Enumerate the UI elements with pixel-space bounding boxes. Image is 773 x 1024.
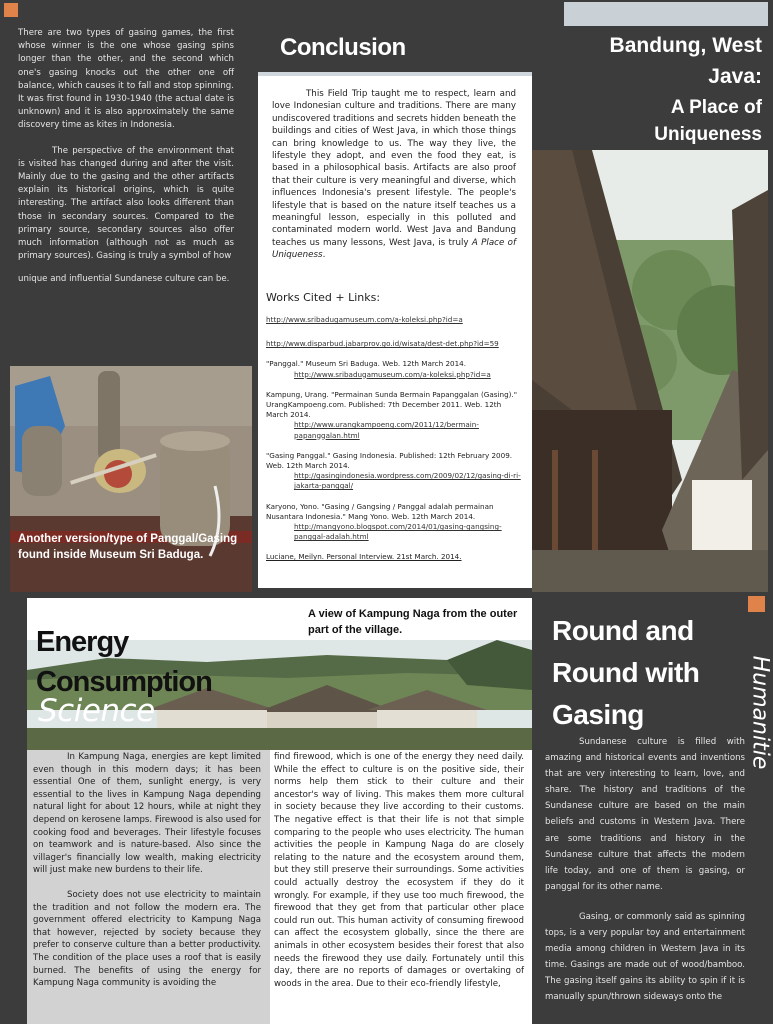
web-link-2[interactable] xyxy=(266,339,524,349)
citation-4 xyxy=(266,502,524,543)
works-cited-title: Works Cited + Links: xyxy=(266,291,381,304)
citation-4-text: Karyono, Yono. "Gasing / Gangsing / Panggal adalah permainan Nusantara Indonesia." Mang Yono. Web. 12th March 2014. xyxy=(266,501,494,521)
citation-1-link[interactable]: http://www.sribadugamuseum.com/a-koleksi.php?id=a xyxy=(294,369,491,379)
landscape-photo-caption: A view of Kampung Naga from the outer part of the village. xyxy=(308,608,518,636)
citation-2-link[interactable]: http://www.urangkampoeng.com/2011/12/bermain-papanggalan.html xyxy=(294,420,479,440)
citation-3-text: "Gasing Panggal." Gasing Indonesia. Published: 12th February 2009. Web. 12th March 2014. xyxy=(266,450,513,471)
citation-1-text: "Panggal." Museum Sri Baduga. Web. 12th March 2014. xyxy=(266,359,467,369)
humanities-title-line-1: Round and xyxy=(552,615,694,646)
humanities-accent-square xyxy=(748,596,765,612)
village-house-illustration xyxy=(532,150,768,592)
bandung-subtitle xyxy=(540,94,762,148)
conclusion-panel-divider xyxy=(258,72,532,76)
citation-4-link[interactable]: http://mangyono.blogspot.com/2014/01/gasing-gangsing-panggal-adalah.html xyxy=(294,522,502,542)
energy-col1-para-2: Society does not use electricity to maintain the tradition and not follow the modern era. The government offered electricity to Kampung Naga that however, rejected by society because they prefer to conserve culture than a better productivity. The condition of the place uses a roof that is easily burned. The benefits of using the energy for Kampung Naga community is avoiding the xyxy=(33,889,261,989)
bandung-subtitle-line-2: Uniqueness xyxy=(654,124,762,145)
energy-col2-para-1: find firewood, which is one of the energy they need daily. While the effect to culture is on the positive side, their norms help them stick to their culture and their ancestor's way of living. This makes them more cultural in society because they live according to their customs. The negative effect is that their life is not that simple comparing to the people who uses electricity. The human activities the people in Kampung Naga do are closely relating to the nature and the ecosystem around them, but they still preserve their surroundings. Some activities could actually destroy the ecosystem if they do it wrongly. For example, if they use too much firewood, the firewood that they get from that particular other place could run out. This human activity of consuming firewood can affect the ecosystem globally, since the there are animals in other ecosystem besides their forest that also needs the firewood they use daily. Fortunately until this day, there are no reports of damages or overtaking of woods in the area. Due to their eco-friendly lifestyle, xyxy=(274,752,524,989)
left-para-2-continued: unique and influential Sundanese culture can be. xyxy=(18,274,230,285)
humanities-title-line-3: Gasing xyxy=(552,699,644,730)
conclusion-body xyxy=(272,88,516,262)
works-cited-list xyxy=(266,315,524,573)
energy-category-label: Science xyxy=(38,693,155,729)
conclusion-title: Conclusion xyxy=(280,34,406,61)
left-para-2: The perspective of the environment that is visited has changed during and after the visit. Mainly due to the gasing and the other artifacts explain its historical origins, which is quite interesting. The artifact also looks different than those in secondary sources. Compared to the primary source, secondary sources also offer much information (although not as much as primary sources). Gasing is truly a symbol of how xyxy=(18,145,234,262)
citation-2-text: Kampung, Urang. "Permainan Sunda Bermain Papanggalan (Gasing)." UrangKampoeng.com. Published: 7th December 2011. Web. 12th March 2014. xyxy=(266,389,518,420)
conclusion-body-text: This Field Trip taught me to respect, learn and love Indonesian culture and traditions. There are many undiscovered traditions and secrets hidden beneath the buildings and cities of West Java, in which those things can bring knowledge to us. The way they live, the lifestyle they adopt, and even the food they eat, is based in a philosophical basis. Artifacts are also proof that their culture is very meaningful and diverse, which influences Indonesia's present lifestyle. The people's lifestyle that is based on the nature itself teaches us a meaningful lesson, especially in this polluted and contaminated modern world. West Java and Bandung teaches us many lessons, West Java, is truly xyxy=(272,89,516,248)
top-right-light-bar xyxy=(564,2,768,26)
energy-column-2 xyxy=(274,751,524,990)
kampung-naga-house-photo xyxy=(532,150,768,592)
bandung-title-line-1: Bandung, West xyxy=(609,34,762,57)
citation-interview xyxy=(266,552,524,562)
energy-title xyxy=(36,622,212,702)
energy-col1-para-1: In Kampung Naga, energies are kept limited even though in this modern days; it has been essential One of them, sunlight energy, is very essential to the lives in Kampung Naga depending natural light for about 12 hours, while at night they depend on kerosene lamps. Firewood is also used for cooking food and beverages. Their lifestyle focuses on teamwork and is nature-based. Also since the villager's financially low wealth, making electricity will just make new burdens to their life. xyxy=(33,752,261,876)
web-link-2-text[interactable]: http://www.disparbud.jabarprov.go.id/wisata/dest-det.php?id=59 xyxy=(266,339,499,349)
citation-1 xyxy=(266,359,524,379)
left-article-text xyxy=(18,27,234,287)
citation-3 xyxy=(266,451,524,492)
citation-3-link[interactable]: http://gasingindonesia.wordpress.com/2009/02/12/gasing-di-ri-jakarta-panggal/ xyxy=(294,471,521,491)
web-link-1-text[interactable]: http://www.sribadugamuseum.com/a-koleksi.php?id=a xyxy=(266,315,463,324)
humanities-title xyxy=(552,610,699,736)
energy-title-line-1: Energy xyxy=(36,626,129,658)
citation-2 xyxy=(266,390,524,441)
corner-accent-square xyxy=(4,3,18,17)
humanities-para-1: Sundanese culture is filled with amazing and historical events and inventions that are very interesting to learn, love, and share. The history and traditions of the Sundanese culture are based on the main beliefs and customs in Western Java. There are some traditions and history in the Sundanese culture that affects the modern life today, and one of them is gasing, or panggal for its other name. xyxy=(545,737,745,892)
bandung-title-line-2: Java: xyxy=(708,65,762,88)
left-para-1: There are two types of gasing games, the first whose winner is the one whose gasing spins longer than the other, and the second which one's gasing knocks out the other one off balance, which causes it to fall and stop spinning. It was first found in 1930-1940 (the actual date is unknown) and it is also approximately the same discovery time as kites in Indonesia. xyxy=(18,28,234,131)
citation-interview-text: Luciane, Meilyn. Personal Interview. 21st March. 2014. xyxy=(266,552,462,562)
web-link-1[interactable] xyxy=(266,315,524,325)
conclusion-body-end: . xyxy=(322,250,326,261)
humanities-para-2: Gasing, or commonly said as spinning tops, is a very popular toy and entertainment media among children in Western Java in its time. Gasings are made out of wood/bamboo. The gasing itself gains its ability to spin if it is manually spun/thrown sideways onto the xyxy=(545,911,745,1003)
bandung-title xyxy=(540,30,762,92)
conclusion-body-emphasis: A Place of Uniqueness xyxy=(272,237,517,261)
humanities-category-label: Humanitie xyxy=(747,655,773,770)
bandung-subtitle-line-1: A Place of xyxy=(670,97,762,118)
energy-title-line-2: Consumption xyxy=(36,666,212,698)
humanities-body xyxy=(545,734,745,1006)
museum-photo-caption: Another version/type of Panggal/Gasing found inside Museum Sri Baduga. xyxy=(18,533,238,561)
humanities-title-line-2: Round with xyxy=(552,657,700,688)
energy-column-1 xyxy=(33,751,261,990)
